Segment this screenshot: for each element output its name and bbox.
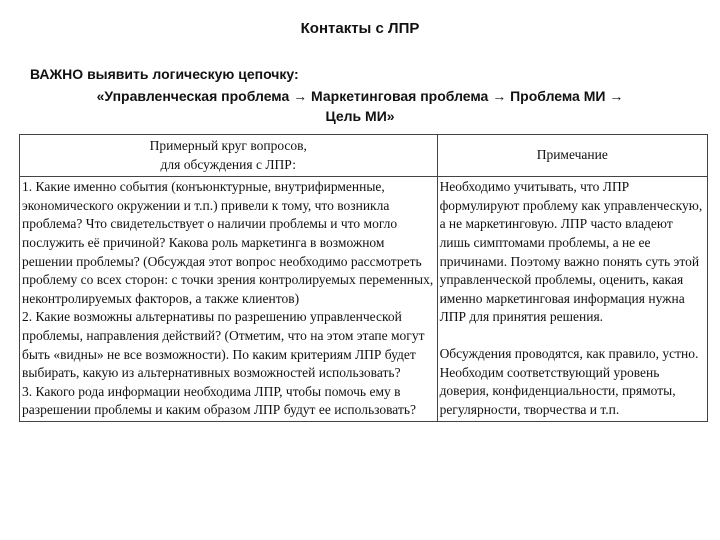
contacts-table bbox=[19, 134, 708, 422]
slide-title: Контакты с ЛПР bbox=[300, 20, 420, 37]
note-spacer bbox=[440, 327, 705, 345]
header-questions bbox=[20, 135, 438, 177]
logic-chain-line-1: «Управленческая проблема → Маркетинговая проблема → Проблема МИ → bbox=[96, 88, 624, 104]
logic-chain bbox=[40, 86, 680, 126]
notes-cell bbox=[437, 177, 707, 422]
note-1: Необходимо учитывать, что ЛПР формулируют проблему как управленческую, а не маркетинговую. ЛПР часто владеют лишь симптомами проблемы, а не ее причинами. Поэтому важно понять суть этой управленческой проблемы, оценить, какая именно маркетинговая информация нужна ЛПР для принятия решения. bbox=[439, 179, 703, 325]
question-3: 3. Какого рода информации необходима ЛПР, чтобы помочь ему в разрешении проблемы и каким образом ЛПР будут ее использовать? bbox=[22, 383, 416, 418]
note-2: Обсуждения проводятся, как правило, устно. Необходим соответствующий уровень доверия, конфиденциальности, прямоты, регулярности, творчества и т.п. bbox=[439, 345, 699, 417]
table-header-row bbox=[20, 135, 708, 177]
important-note: ВАЖНО выявить логическую цепочку: bbox=[30, 66, 299, 82]
header-questions-line-1: Примерный круг вопросов, bbox=[149, 138, 307, 153]
header-questions-line-2: для обсуждения с ЛПР: bbox=[160, 156, 296, 172]
questions-cell bbox=[20, 177, 438, 422]
question-1: 1. Какие именно события (конъюнктурные, внутрифирменные, экономического окружении и т.п.) привели к тому, что возникла проблема? Что свидетельствует о наличии проблемы и что могло послужить её причиной? Какова роль маркетинга в возможном решении проблемы? (Обсуждая этот вопрос необходимо рассмотреть проблему со всех сторон: с точки зрения контролируемых переменных, неконтролируемых факторов, а также клиентов) bbox=[22, 179, 434, 306]
header-notes: Примечание bbox=[437, 135, 707, 177]
logic-chain-line-2: Цель МИ» bbox=[325, 108, 395, 124]
table-row bbox=[20, 177, 708, 422]
question-2: 2. Какие возможны альтернативы по разрешению управленческой проблемы, направления действий? (Отметим, что на этом этапе могут быть «видны» не все возможности). По каким критериям ЛПР будет выбирать, какую из альтернативных возможностей использовать? bbox=[22, 309, 425, 381]
